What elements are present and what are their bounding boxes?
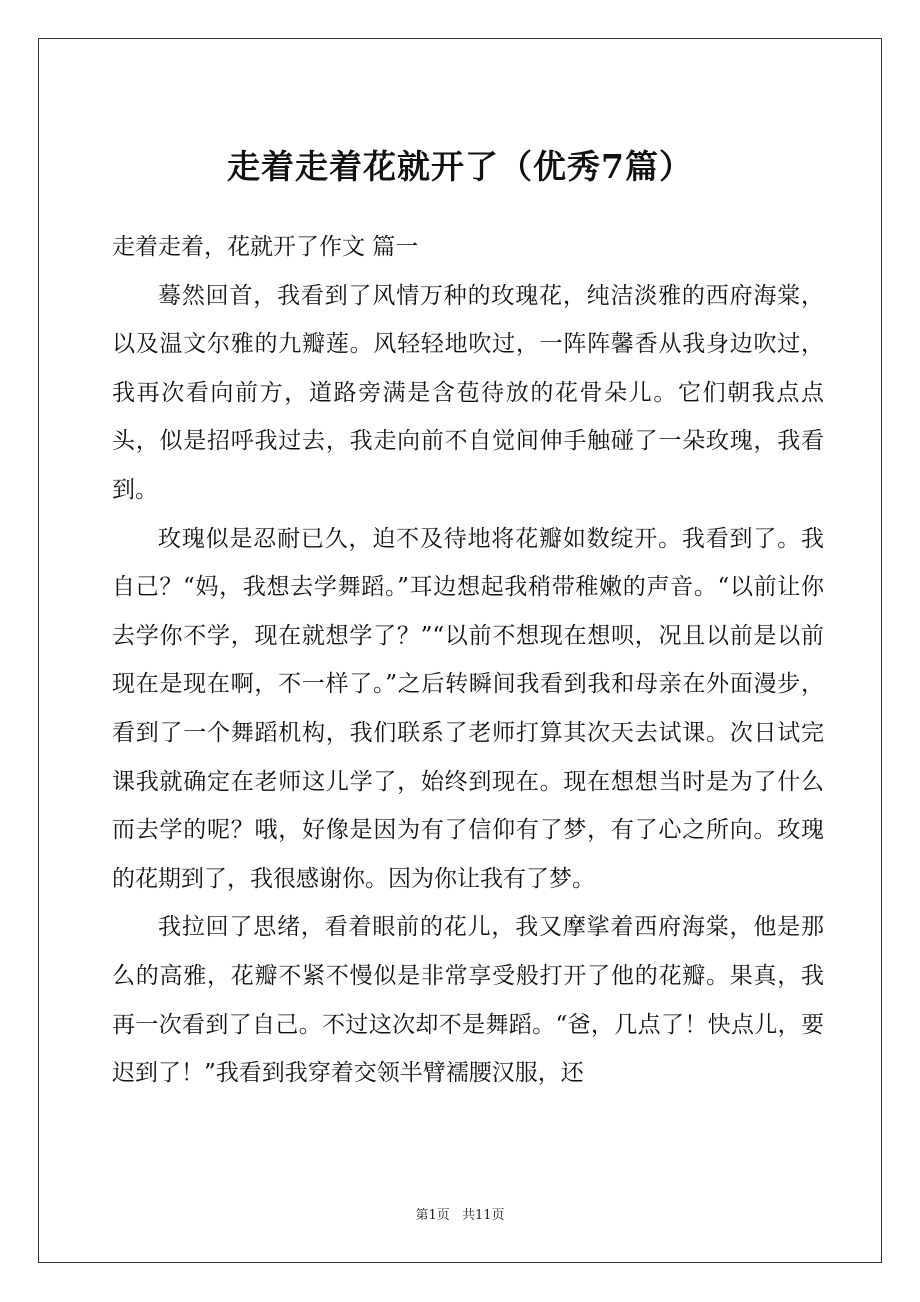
page-footer — [0, 1206, 920, 1226]
paragraph-3: 我拉回了思绪，看着眼前的花儿，我又摩挲着西府海棠，他是那么的高雅，花瓣不紧不慢似是非常享受般打开了他的花瓣。果真，我再一次看到了自己。不过这次却不是舞蹈。“爸，几点了！快点儿，要迟到了！”我看到我穿着交领半臂襦腰汉服，还 — [112, 914, 824, 1087]
section-heading: 走着走着，花就开了作文 篇一 — [112, 234, 419, 260]
page-total: 共11页 — [461, 1208, 505, 1223]
page-number: 第1页 — [415, 1208, 450, 1223]
paragraph-1: 蓦然回首，我看到了风情万种的玫瑰花，纯洁淡雅的西府海棠，以及温文尔雅的九瓣莲。风轻轻地吹过，一阵阵馨香从我身边吹过，我再次看向前方，道路旁满是含苞待放的花骨朵儿。它们朝我点点头，似是招呼我过去，我走向前不自觉间伸手触碰了一朵玫瑰，我看到。 — [112, 282, 824, 503]
document-title: 走着走着花就开了（优秀7篇） — [227, 147, 693, 186]
paragraph-2: 玫瑰似是忍耐已久，迫不及待地将花瓣如数绽开。我看到了。我自己？“妈，我想去学舞蹈。”耳边想起我稍带稚嫩的声音。“以前让你去学你不学，现在就想学了？”“以前不想现在想呗，况且以前是以前现在是现在啊，不一样了。”之后转瞬间我看到我和母亲在外面漫步，看到了一个舞蹈机构，我们联系了老师打算其次天去试课。次日试完课我就确定在老师这儿学了，始终到现在。现在想想当时是为了什么而去学的呢？哦，好像是因为有了信仰有了梦，有了心之所向。玫瑰的花期到了，我很感谢你。因为你让我有了梦。 — [112, 525, 824, 892]
document-body — [112, 223, 824, 1098]
